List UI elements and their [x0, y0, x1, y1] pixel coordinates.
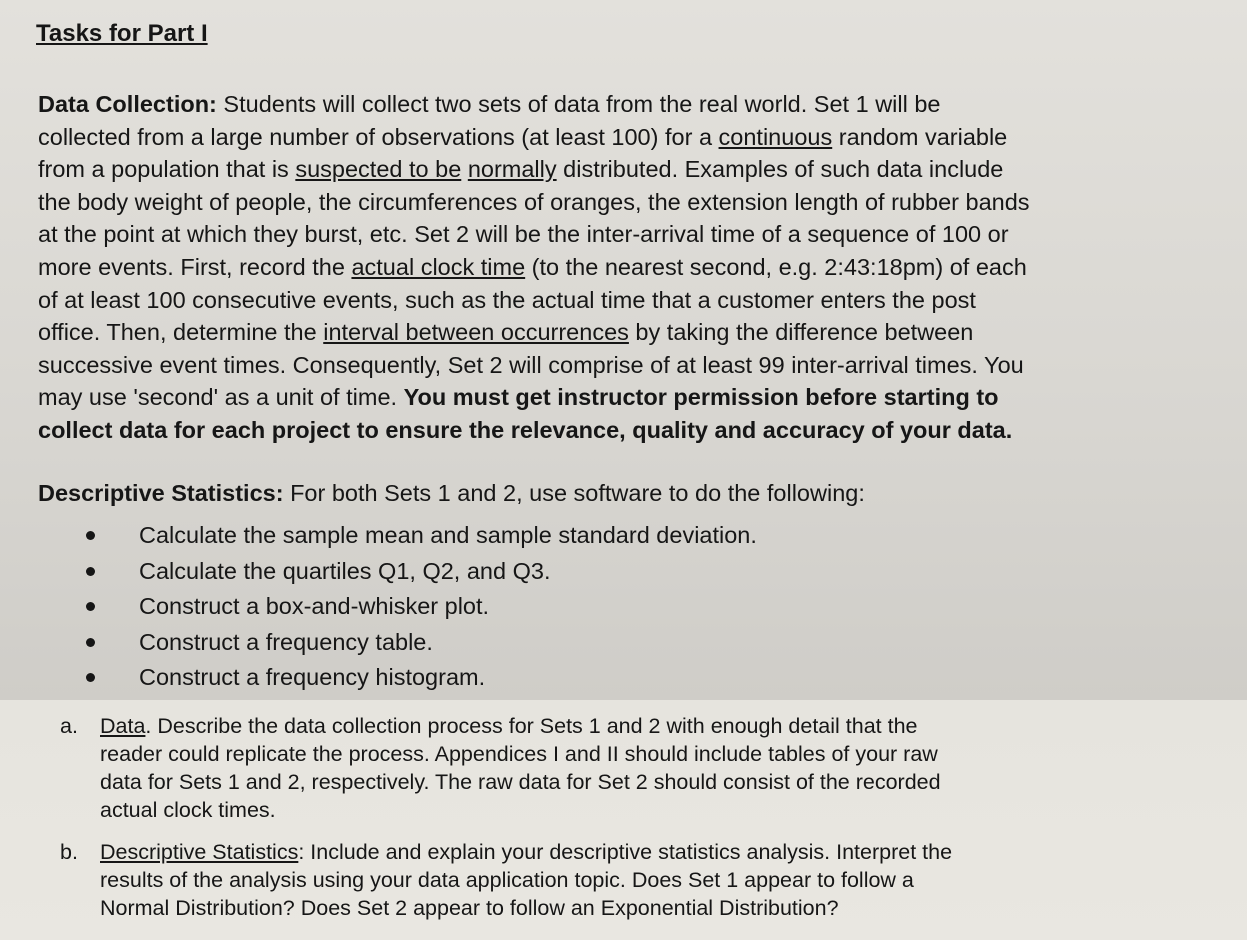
task-marker: b. [60, 840, 78, 864]
page-title: Tasks for Part I [36, 20, 208, 47]
paragraph-line: more events. First, record the actual clock time (to the nearest second, e.g. 2:43:18pm) of each [38, 253, 1027, 280]
list-item: Construct a box-and-whisker plot. [80, 589, 757, 625]
paragraph-line: from a population that is suspected to be normally distributed. Examples of such data include [38, 156, 1004, 183]
underlined-term: actual clock time [351, 253, 526, 280]
task-label: Data [100, 714, 146, 738]
bullet-icon [86, 673, 95, 682]
paragraph-line: office. Then, determine the interval between occurrences by taking the difference between [38, 319, 974, 346]
underlined-term: normally [467, 156, 557, 183]
paragraph-line: at the point at which they burst, etc. Set 2 will be the inter-arrival time of a sequence of 100 or [38, 221, 1009, 248]
descriptive-statistics-list [80, 518, 757, 696]
paragraph-line: Data Collection: Students will collect two sets of data from the real world. Set 1 will be [38, 91, 941, 117]
bullet-icon [86, 567, 95, 576]
paragraph-line: successive event times. Consequently, Set 2 will comprise of at least 99 inter-arrival times. You [38, 351, 1024, 378]
descriptive-statistics-heading: Descriptive Statistics: [38, 480, 284, 506]
bullet-icon [86, 531, 95, 540]
paragraph-line: may use 'second' as a unit of time. You must get instructor permission before starting to [38, 384, 999, 411]
data-collection-paragraph [38, 88, 1030, 447]
paragraph-line: collected from a large number of observations (at least 100) for a continuous random variable [38, 123, 1008, 150]
task-marker: a. [60, 714, 78, 738]
bullet-icon [86, 638, 95, 647]
tasks-list [60, 712, 952, 936]
list-item: Calculate the sample mean and sample standard deviation. [80, 518, 757, 554]
underlined-term: continuous [718, 123, 833, 150]
underlined-term: suspected to be [295, 156, 462, 183]
paragraph-line: the body weight of people, the circumferences of oranges, the extension length of rubber bands [38, 188, 1030, 215]
task-item-data: a. Data. Describe the data collection process for Sets 1 and 2 with enough detail that the reader could replicate the process. Appendices I and II should include tables of your raw data for Sets 1 and 2, respectively. The raw data for Set 2 should consist of the recorded actual clock times. [60, 714, 941, 822]
underlined-term: interval between occurrences [323, 319, 629, 346]
paragraph-line: of at least 100 consecutive events, such as the actual time that a customer enters the post [38, 286, 976, 313]
data-collection-heading: Data Collection: [38, 91, 217, 117]
task-label: Descriptive Statistics [100, 840, 299, 864]
list-item: Construct a frequency histogram. [80, 660, 757, 696]
bullet-icon [86, 602, 95, 611]
descriptive-statistics-intro: Descriptive Statistics: For both Sets 1 and 2, use software to do the following: [38, 480, 865, 506]
paragraph-line: collect data for each project to ensure the relevance, quality and accuracy of your data. [38, 416, 1013, 443]
list-item: Calculate the quartiles Q1, Q2, and Q3. [80, 554, 757, 590]
instructor-permission-note: You must get instructor permission before starting to [403, 384, 999, 411]
list-item: Construct a frequency table. [80, 625, 757, 661]
task-item-descriptive-statistics: b. Descriptive Statistics: Include and explain your descriptive statistics analysis. Interpret the results of the analysis using your data application topic. Does Set 1 appear to follow a Normal Distribution? Does Set 2 appear to follow an Exponential Distribution? [60, 840, 953, 920]
